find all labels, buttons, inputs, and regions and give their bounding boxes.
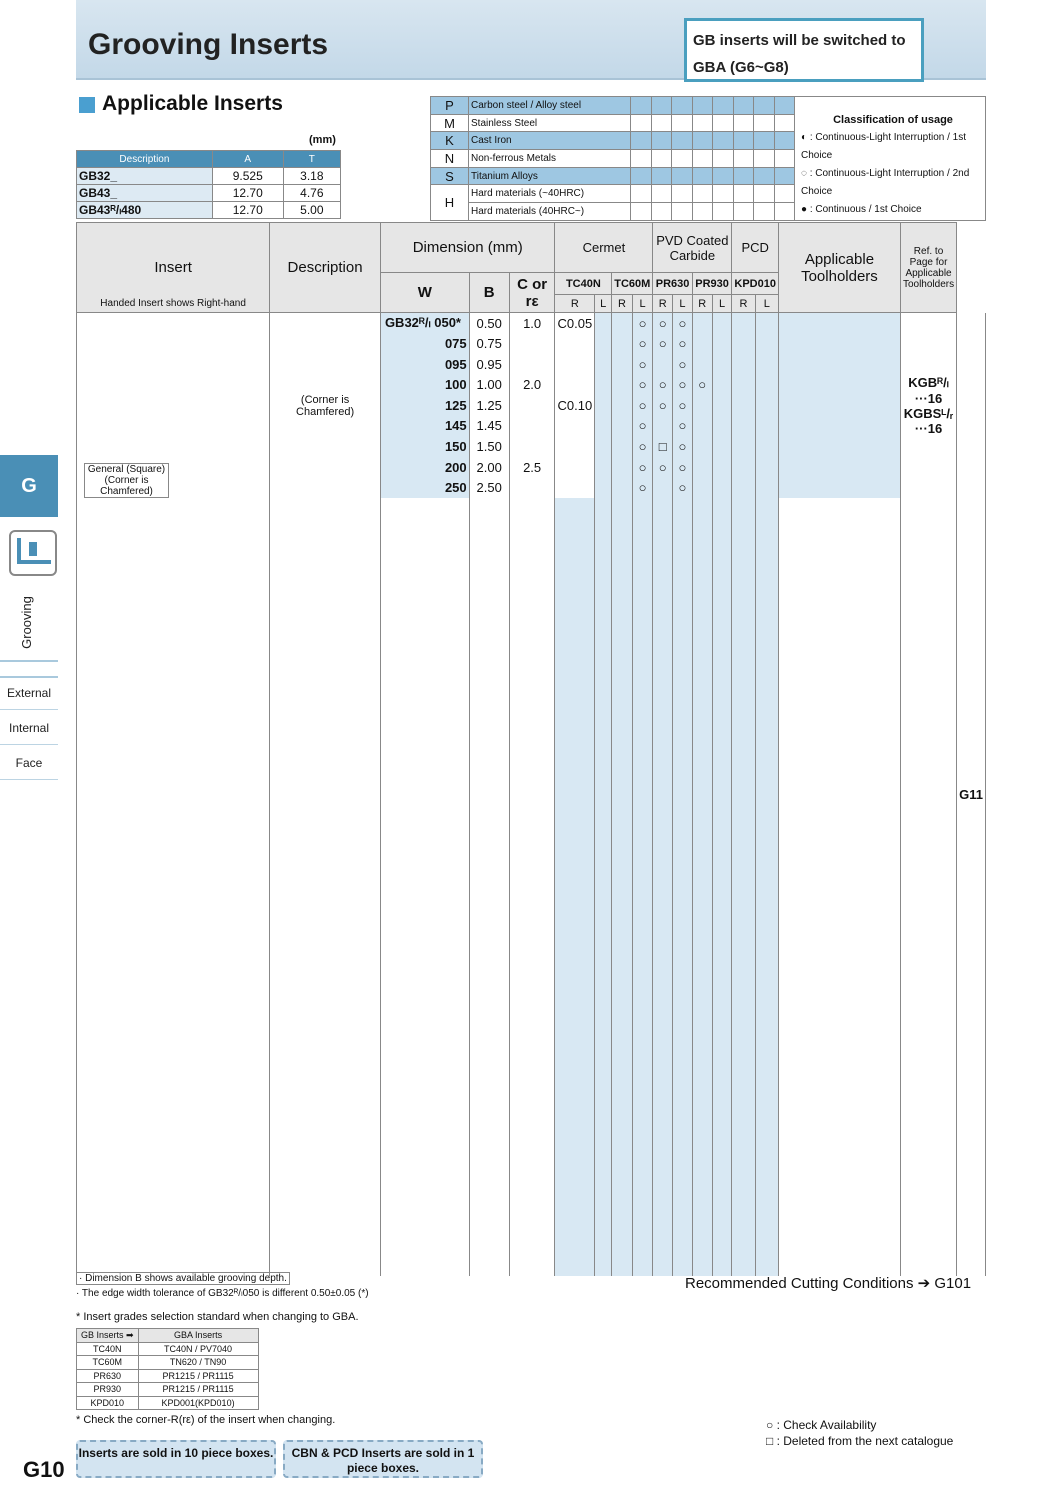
table-row [77,834,986,852]
table-row [77,640,986,658]
table-row [77,799,986,817]
table-row [77,710,986,728]
table-row [77,586,986,604]
material-row: K Cast Iron [431,132,795,150]
table-row [77,569,986,587]
table-row [77,693,986,711]
page-number: G10 [23,1457,65,1482]
table-row [77,1188,986,1206]
table-row [77,940,986,958]
page-title: Grooving Inserts [88,28,329,61]
table-row: General (Square) (Corner is Chamfered) (Corner is Chamfered) GB32ᴿ/ₗ 050* 0.50 1.0 C0.05 ○ ○ ○ KGBᴿ/ₗ ···16 KGBSᴸ/ᵣ ···16 G11 [77,313,986,334]
material-row: S Titanium Alloys [431,167,795,185]
material-row: N Non-ferrous Metals [431,150,795,168]
material-row: P Carbon steel / Alloy steel [431,97,795,115]
box-info-inserts: Inserts are sold in 10 piece boxes. [76,1440,276,1478]
material-row: M Stainless Steel [431,114,795,132]
table-row [77,887,986,905]
table-row [77,976,986,994]
col-description: Description [270,223,381,313]
table-row: 100 1.00 2.0 ○ ○ ○ ○ [77,374,986,395]
table-row [77,852,986,870]
gba-table: GB Inserts ➡ GBA Inserts TC40N TC40N / PV7040 TC60M TN620 / TN90 PR630 PR1215 / PR1115 PR930 PR1215 / PR1115 KPD010 KPD001(KPD010) [76,1328,259,1410]
table-row [77,1117,986,1135]
table-row: 250 2.50 ○ ○ [77,477,986,498]
table-row: 145 1.45 ○ ○ [77,416,986,437]
table-row [77,993,986,1011]
table-row [77,958,986,976]
table-row [77,869,986,887]
table-row [77,746,986,764]
section-tab[interactable]: G [0,455,58,517]
col-ref: Ref. to Page for Applicable Toolholders [900,223,956,313]
nav-internal[interactable]: Internal [0,711,58,745]
table-row: 150 1.50 ○ □ ○ [77,436,986,457]
section-marker [79,97,95,113]
nav-external[interactable]: External [0,676,58,710]
table-row [77,1206,986,1224]
classification-box: Classification of usage ◐ : Continuous-Light Interruption / 1st Choice ◌ : Continuous-Light Interruption / 2nd Choice ● : Continuous / 1st Choice [794,96,986,221]
unit-label: (mm) [309,134,336,146]
table-row: 095 0.95 ○ ○ [77,354,986,375]
gb-notice: GB inserts will be switched to GBA (G6~G8) [684,18,924,82]
table-row [77,1135,986,1153]
table-row [77,516,986,534]
table-row [77,816,986,834]
insert-table: Insert Handed Insert shows Right-hand Description Dimension (mm) Cermet PVD Coated Carbide PCD Applicable Toolholders Ref. to Page for Applicable Toolholders W B C or rε TC40N TC60M PR630 PR930 KPD010 R L R L R L R L R L General (Square) (Corner is Chamfered) (Corner is Chamfered) GB32ᴿ/ₗ 050* 0.50 1.0 C0.05 ○ ○ ○ KGBᴿ/ₗ ···16 KGBSᴸ/ᵣ ···16 G11 075 0.75 ○ ○ ○ 095 0.95 ○ ○ 100 1.00 2.0 ○ ○ ○ ○ 125 1.25 C0.10 ○ ○ ○ 145 1.45 ○ ○ 150 1.50 ○ □ ○ 200 2.00 2.5 ○ ○ ○ 250 2.50 ○ ○ [76,222,986,1276]
table-row [77,1223,986,1241]
table-row: 125 1.25 C0.10 ○ ○ ○ [77,395,986,416]
table-row [77,622,986,640]
col-cermet: Cermet [555,223,653,273]
table-row [77,1082,986,1100]
table-row [77,604,986,622]
nav-face[interactable]: Face [0,746,58,780]
ref-page: G11 [957,313,986,1277]
table-row [77,905,986,923]
material-table [430,96,795,221]
table-row [77,1152,986,1170]
table-row [77,1011,986,1029]
material-row: H Hard materials (~40HRC) [431,185,795,203]
table-row [77,1029,986,1047]
applicable-title: Applicable Inserts [102,92,283,115]
grooving-icon [9,530,57,576]
table-row [77,498,986,516]
table-row [77,675,986,693]
box-info-cbn: CBN & PCD Inserts are sold in 1 piece boxes. [283,1440,483,1478]
table-row [77,763,986,781]
table-row [77,728,986,746]
col-holders: Applicable Toolholders [778,223,900,313]
table-row [77,1170,986,1188]
legend: ○ : Check Availability □ : Deleted from the next catalogue [766,1418,954,1448]
table-row [77,781,986,799]
insert-image-label: General (Square) (Corner is Chamfered) [84,463,169,498]
table-row: 075 0.75 ○ ○ ○ [77,333,986,354]
col-insert: Insert Handed Insert shows Right-hand [77,223,270,313]
col-pvd: PVD Coated Carbide [653,223,732,273]
note-gba-selection: * Insert grades selection standard when changing to GBA. [76,1311,359,1323]
table-row [77,923,986,941]
side-label: Grooving [18,596,34,649]
material-row: Hard materials (40HRC~) [431,203,795,221]
dimension-table: Description A T GB32_ 9.525 3.18 GB43_ 12.70 4.76 GB43ᴿ/ₗ480 12.70 5.00 [76,150,341,219]
note-corner: * Check the corner-R(rε) of the insert when changing. [76,1414,336,1426]
table-row [77,533,986,551]
table-row [77,657,986,675]
col-pcd: PCD [732,223,779,273]
note-tolerance: · The edge width tolerance of GB32ᴿ/ₗ050 is different 0.50±0.05 (*) [76,1288,369,1299]
table-row [77,1241,986,1259]
note-dimension-b: · Dimension B shows available grooving depth. [76,1272,290,1285]
table-row: 200 2.00 2.5 ○ ○ ○ [77,457,986,478]
col-dimension: Dimension (mm) [380,223,555,273]
recommended-link[interactable]: Recommended Cutting Conditions ➔ G101 [685,1275,972,1292]
table-row [77,1099,986,1117]
table-row [77,1064,986,1082]
table-row [77,551,986,569]
table-row [77,1046,986,1064]
